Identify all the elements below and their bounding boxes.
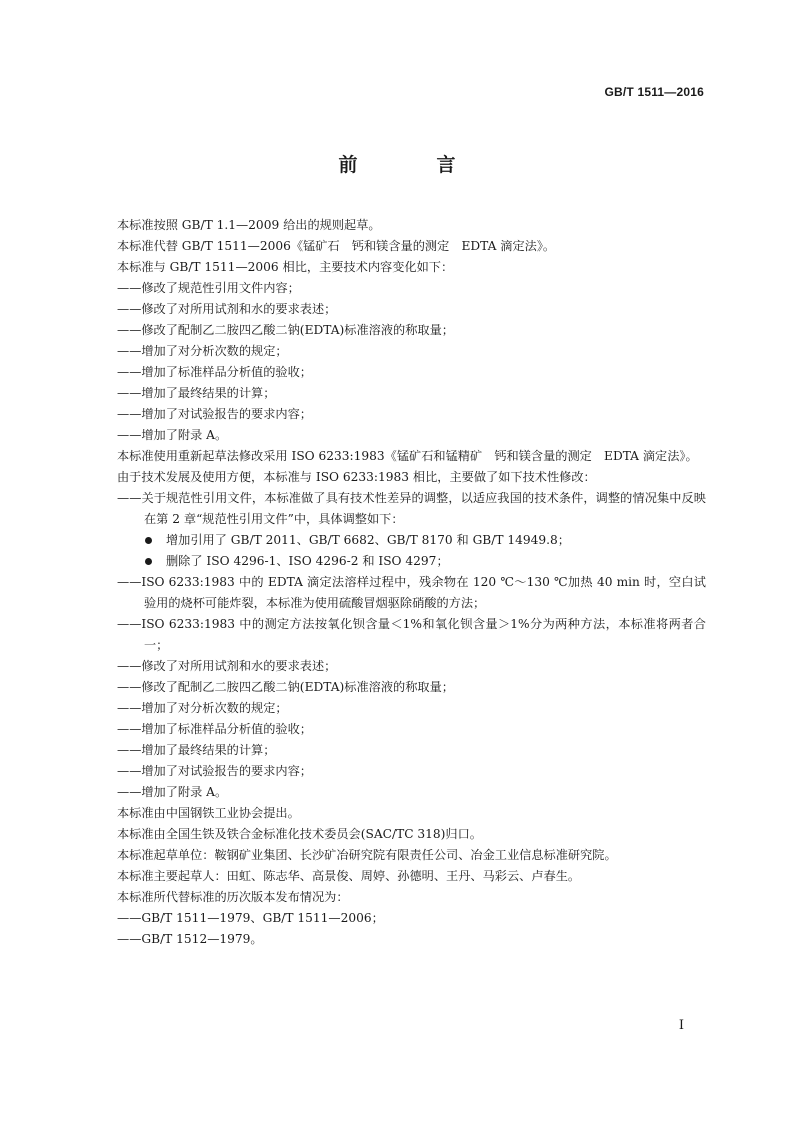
list-item: ——增加了标准样品分析值的验收； bbox=[117, 365, 312, 379]
list-item: ——增加了对分析次数的规定； bbox=[117, 701, 288, 715]
paragraph: 本标准代替 GB/T 1511—2006《锰矿石 钙和镁含量的测定 EDTA 滴定法》。 bbox=[117, 239, 556, 253]
bullet-icon bbox=[145, 537, 152, 544]
list-item: ——增加了最终结果的计算； bbox=[117, 386, 276, 400]
paragraph: 由于技术发展及使用方便，本标准与 ISO 6233:1983 相比，主要做了如下技术性修改： bbox=[117, 470, 596, 484]
list-item: ——修改了配制乙二胺四乙酸二钠(EDTA)标准溶液的称取量； bbox=[117, 323, 454, 337]
paragraph: 本标准由中国钢铁工业协会提出。 bbox=[117, 806, 300, 820]
bullet-icon bbox=[145, 558, 152, 565]
list-item: ——增加了对试验报告的要求内容； bbox=[117, 764, 312, 778]
list-item: ——修改了对所用试剂和水的要求表述； bbox=[117, 659, 337, 673]
list-item: ——ISO 6233:1983 中的 EDTA 滴定法溶样过程中，残余物在 120 ℃～130 ℃加热 40 min 时，空白试验用的烧杯可能炸裂，本标准为使用硫酸冒烟驱除硝酸的方法； bbox=[117, 575, 706, 610]
list-item: ——ISO 6233:1983 中的测定方法按氧化钡含量＜1%和氧化钡含量＞1%分为两种方法，本标准将两者合一； bbox=[117, 617, 706, 652]
bullet-text: 删除了 ISO 4296-1、ISO 4296-2 和 ISO 4297； bbox=[166, 554, 449, 568]
list-item: ——修改了对所用试剂和水的要求表述； bbox=[117, 302, 337, 316]
foreword-body bbox=[90, 215, 706, 950]
list-item: ——修改了规范性引用文件内容； bbox=[117, 281, 300, 295]
list-item: ——关于规范性引用文件，本标准做了具有技术性差异的调整，以适应我国的技术条件，调整的情况集中反映在第 2 章“规范性引用文件”中，具体调整如下： bbox=[117, 491, 706, 526]
paragraph: 本标准主要起草人：田虹、陈志华、高景俊、周婷、孙德明、王丹、马彩云、卢春生。 bbox=[117, 869, 581, 883]
bullet-item bbox=[90, 530, 706, 551]
page-number: I bbox=[678, 1018, 684, 1033]
paragraph: 本标准与 GB/T 1511—2006 相比，主要技术内容变化如下： bbox=[117, 260, 454, 274]
list-item: ——增加了对分析次数的规定； bbox=[117, 344, 288, 358]
paragraph: 本标准使用重新起草法修改采用 ISO 6233:1983《锰矿石和锰精矿 钙和镁含量的测定 EDTA 滴定法》。 bbox=[117, 449, 698, 463]
list-item: ——GB/T 1511—1979、GB/T 1511—2006； bbox=[117, 911, 384, 925]
bullet-text: 增加引用了 GB/T 2011、GB/T 6682、GB/T 8170 和 GB/T 14949.8； bbox=[166, 533, 570, 547]
list-item: ——增加了标准样品分析值的验收； bbox=[117, 722, 312, 736]
list-item: ——增加了对试验报告的要求内容； bbox=[117, 407, 312, 421]
list-item: ——增加了附录 A。 bbox=[117, 428, 228, 442]
document-code: GB/T 1511—2016 bbox=[604, 85, 704, 99]
list-item: ——GB/T 1512—1979。 bbox=[117, 932, 263, 946]
paragraph: 本标准按照 GB/T 1.1—2009 给出的规则起草。 bbox=[117, 218, 381, 232]
paragraph: 本标准所代替标准的历次版本发布情况为： bbox=[117, 890, 349, 904]
list-item: ——修改了配制乙二胺四乙酸二钠(EDTA)标准溶液的称取量； bbox=[117, 680, 454, 694]
bullet-item bbox=[90, 551, 706, 572]
paragraph: 本标准起草单位：鞍钢矿业集团、长沙矿冶研究院有限责任公司、冶金工业信息标准研究院。 bbox=[117, 848, 617, 862]
paragraph: 本标准由全国生铁及铁合金标准化技术委员会(SAC/TC 318)归口。 bbox=[117, 827, 482, 841]
page-title: 前 言 bbox=[338, 154, 486, 176]
list-item: ——增加了最终结果的计算； bbox=[117, 743, 276, 757]
list-item: ——增加了附录 A。 bbox=[117, 785, 228, 799]
